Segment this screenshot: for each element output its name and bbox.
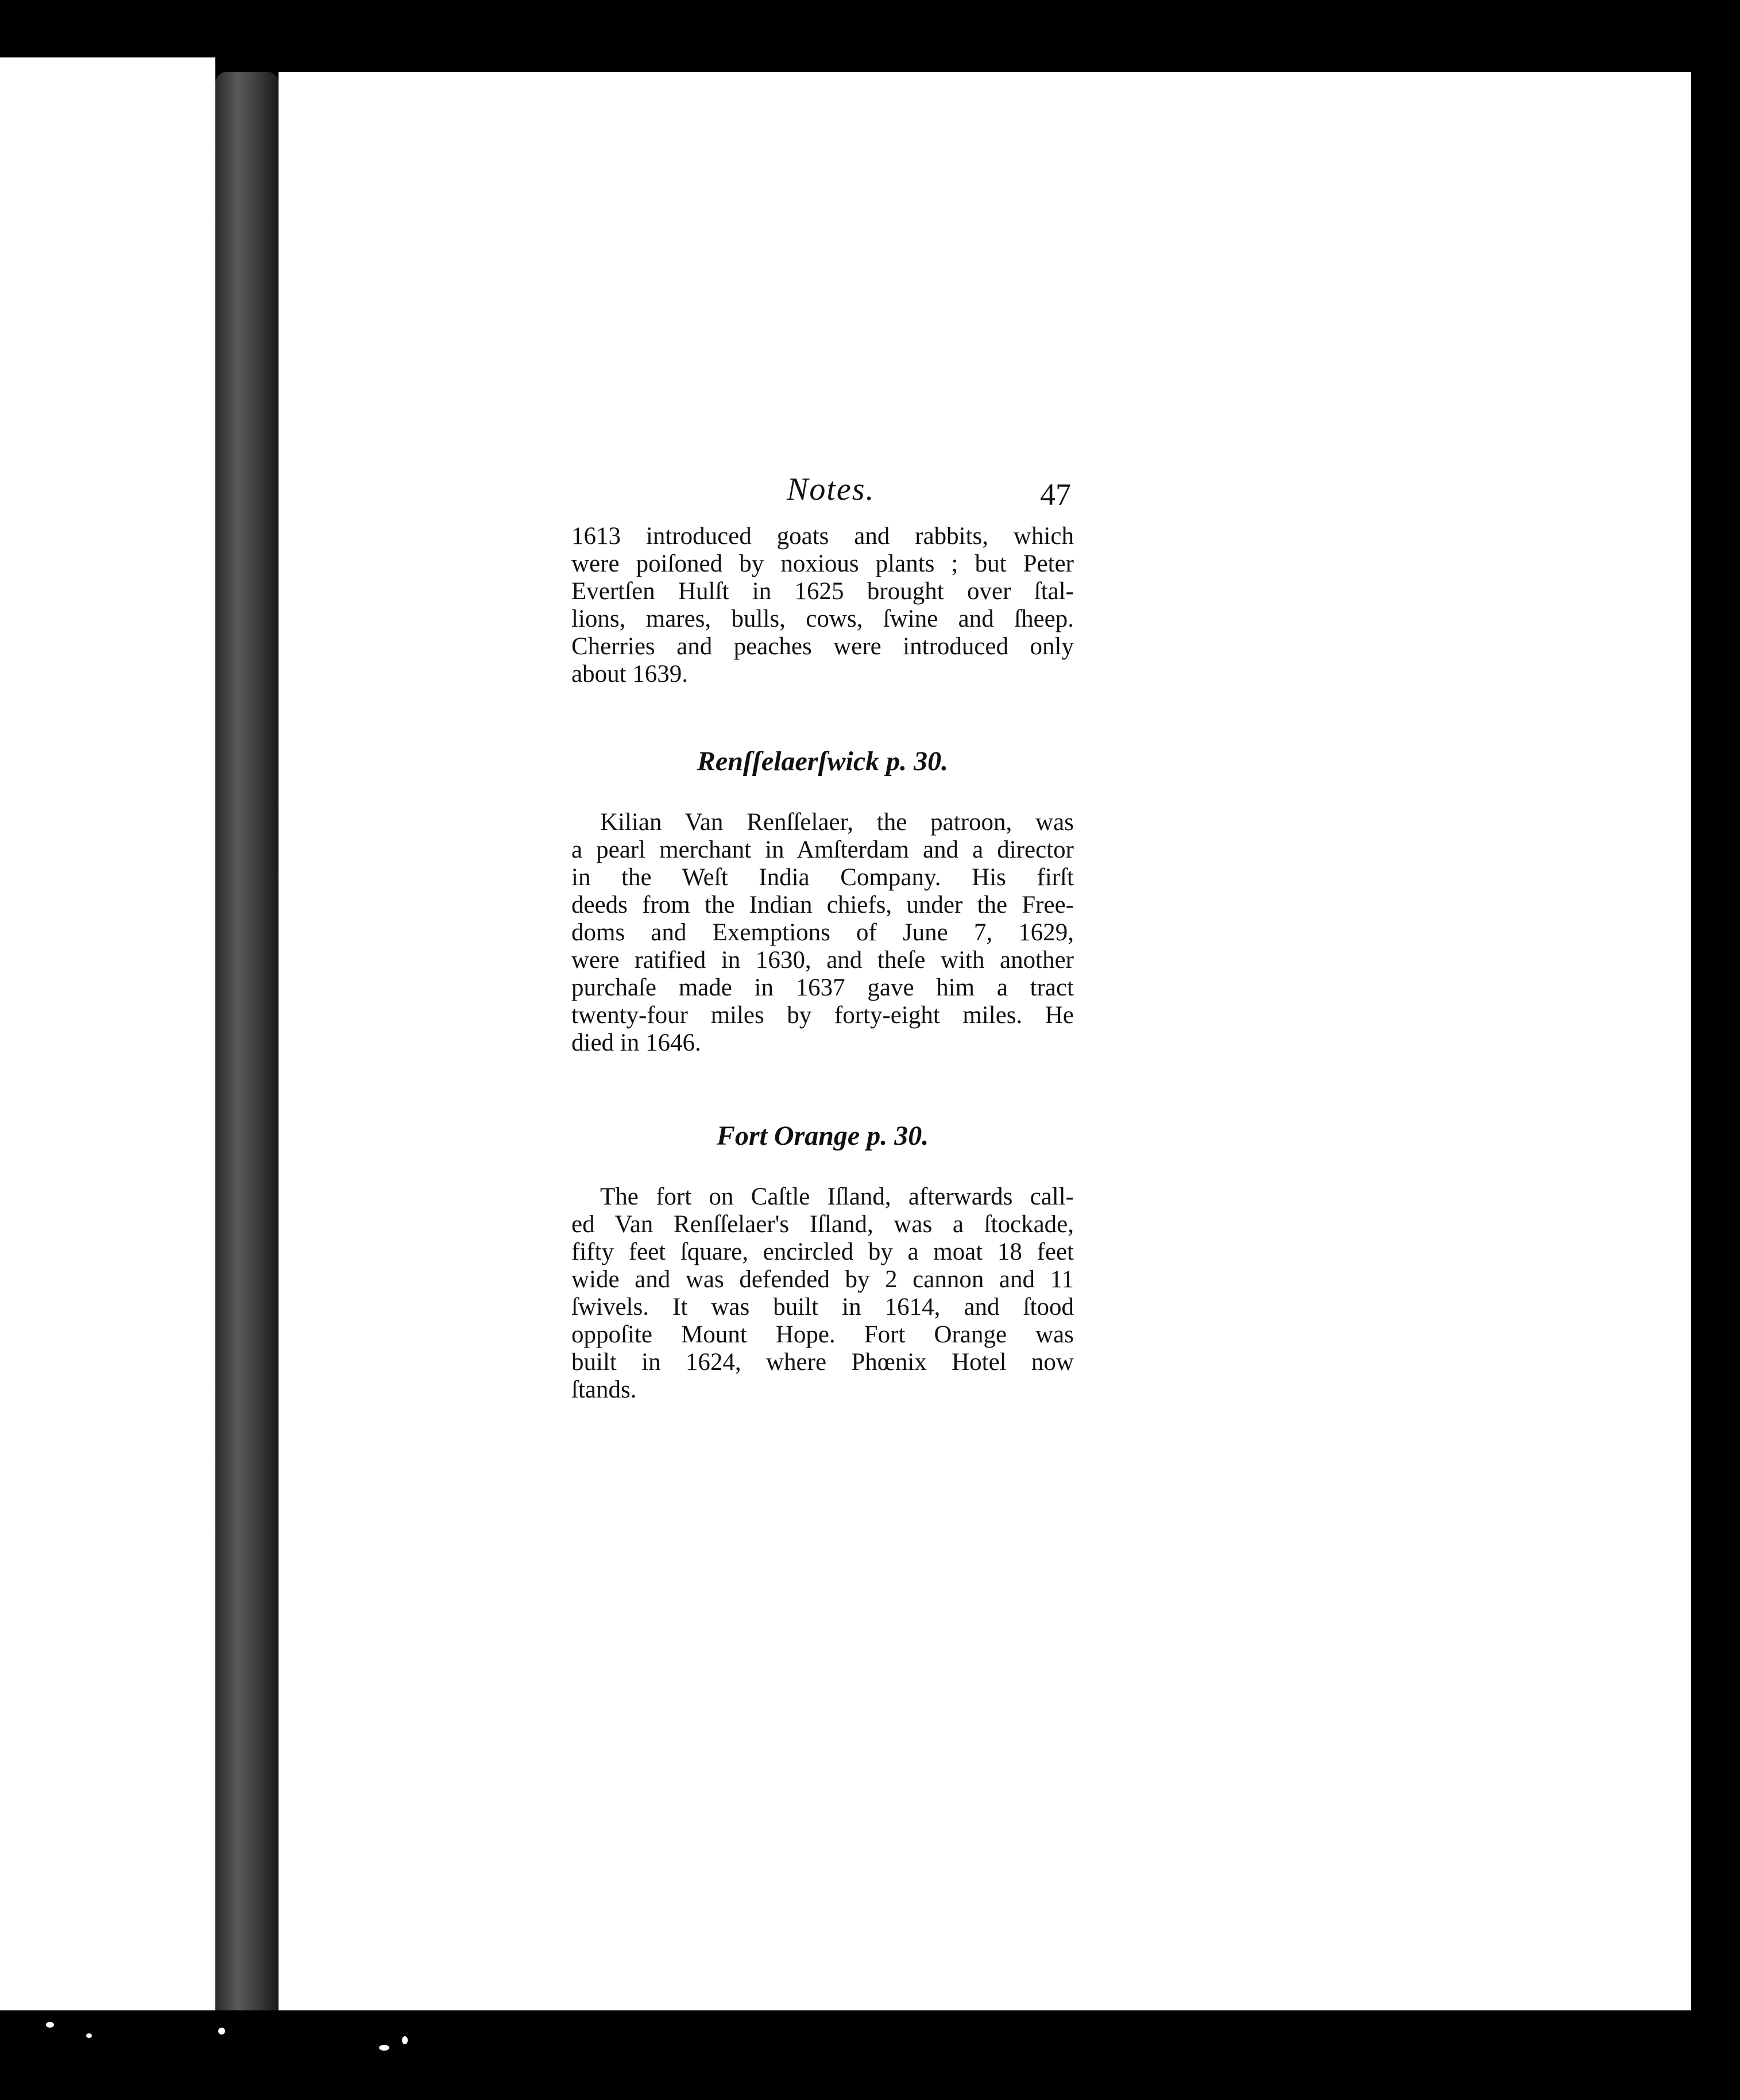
text-line: ſtands.	[571, 1376, 637, 1403]
text-line: doms and Exemptions of June 7, 1629,	[571, 919, 1074, 946]
page-text-block	[571, 471, 1074, 1404]
running-head	[571, 471, 1074, 523]
scan-speck	[218, 2028, 225, 2035]
text-line: died in 1646.	[571, 1029, 701, 1056]
intro-paragraph	[571, 523, 1074, 688]
fort-orange-paragraph	[571, 1183, 1074, 1404]
section-heading-rensselaerswick: Renſſelaerſwick p. 30.	[697, 746, 949, 777]
left-facing-page	[0, 57, 215, 2010]
text-line: were poiſoned by noxious plants ; but Peter	[571, 550, 1074, 577]
text-line: wide and was defended by 2 cannon and 11	[571, 1266, 1074, 1293]
text-line: twenty-four miles by forty-eight miles. He	[571, 1002, 1074, 1029]
scan-speck	[379, 2045, 389, 2051]
scan-speck	[402, 2036, 408, 2044]
text-line: about 1639.	[571, 661, 689, 688]
text-line: Evertſen Hulſt in 1625 brought over ſtal-	[571, 578, 1074, 605]
section-heading-fort-orange: Fort Orange p. 30.	[716, 1121, 929, 1151]
running-head-title: Notes.	[787, 472, 875, 507]
text-line: fifty feet ſquare, encircled by a moat 18 feet	[571, 1238, 1074, 1265]
text-line: Kilian Van Renſſelaer, the patroon, was	[600, 809, 1074, 836]
text-line: ſwivels. It was built in 1614, and ſtood	[571, 1294, 1074, 1321]
text-line: a pearl merchant in Amſterdam and a director	[571, 836, 1074, 863]
page-number: 47	[1040, 477, 1071, 512]
text-line: deeds from the Indian chiefs, under the Free-	[571, 891, 1074, 918]
text-line: Cherries and peaches were introduced only	[571, 633, 1074, 660]
text-line: 1613 introduced goats and rabbits, which	[571, 523, 1074, 550]
text-line: built in 1624, where Phœnix Hotel now	[571, 1349, 1074, 1376]
rensselaerswick-paragraph	[571, 809, 1074, 1057]
scan-speck	[46, 2022, 54, 2028]
book-gutter	[215, 72, 279, 2010]
text-line: were ratified in 1630, and theſe with another	[571, 947, 1074, 974]
text-line: ed Van Renſſelaer's Iſland, was a ſtockade,	[571, 1211, 1074, 1238]
text-line: lions, mares, bulls, cows, ſwine and ſheep.	[571, 605, 1074, 632]
text-line: purchaſe made in 1637 gave him a tract	[571, 974, 1074, 1001]
text-line: in the Weſt India Company. His firſt	[571, 864, 1074, 891]
scan-speck	[86, 2033, 92, 2038]
text-line: The fort on Caſtle Iſland, afterwards call-	[600, 1183, 1074, 1210]
text-line: oppoſite Mount Hope. Fort Orange was	[571, 1321, 1074, 1348]
